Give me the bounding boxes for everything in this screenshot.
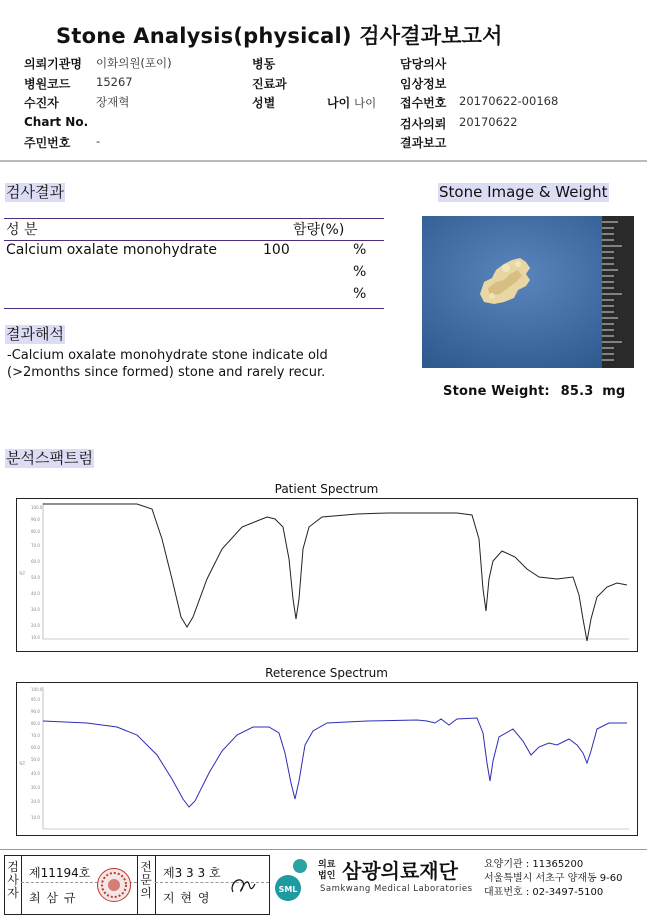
reference-spectrum-svg bbox=[17, 683, 637, 835]
header-value-request-date: 20170622 bbox=[459, 115, 518, 129]
svg-text:30.0: 30.0 bbox=[31, 607, 40, 612]
results-table-bottom-line bbox=[4, 308, 384, 309]
results-heading: 검사결과 bbox=[6, 183, 64, 201]
header-value-age: 나이 bbox=[354, 96, 377, 110]
header-value-hospital-code: 15267 bbox=[96, 75, 133, 89]
header-col2 bbox=[252, 55, 287, 115]
result-component-1: Calcium oxalate monohydrate bbox=[6, 242, 217, 258]
svg-text:20.0: 20.0 bbox=[31, 623, 40, 628]
patient-spectrum-plot bbox=[16, 498, 638, 652]
org-type-line-1: 의료 bbox=[318, 860, 336, 870]
patient-spectrum-svg bbox=[17, 499, 637, 651]
header-label-hospital-code: 병원코드 bbox=[24, 77, 71, 91]
org-info-phone: 대표번호 : 02-3497-5100 bbox=[484, 887, 604, 898]
svg-text:30.0: 30.0 bbox=[31, 785, 40, 790]
header-label-patient: 수진자 bbox=[24, 96, 59, 110]
header-value-resident-no: - bbox=[96, 134, 101, 148]
header-divider bbox=[0, 160, 647, 162]
header-label-department: 진료과 bbox=[252, 77, 287, 91]
stone-weight-value: 85.3 bbox=[560, 384, 594, 399]
examiner-name: 최 삼 규 bbox=[29, 891, 77, 905]
result-amount-1: 100 bbox=[263, 242, 290, 258]
interpretation-line-1: -Calcium oxalate monohydrate stone indicate old bbox=[7, 348, 328, 363]
stone-weight-label: Stone Weight: bbox=[443, 384, 550, 399]
interpretation-heading: 결과해석 bbox=[6, 325, 64, 343]
interpretation-line-2: (>2months since formed) stone and rarely recur. bbox=[7, 365, 326, 380]
org-type bbox=[318, 860, 335, 882]
org-info-address: 서울특별시 서초구 양재동 9-60 bbox=[484, 873, 623, 884]
reference-spectrum-title: Reterence Spectrum bbox=[265, 666, 388, 680]
svg-text:90.0: 90.0 bbox=[31, 517, 40, 522]
svg-text:20.0: 20.0 bbox=[31, 799, 40, 804]
stone-weight-unit: mg bbox=[602, 384, 626, 399]
header-col1 bbox=[24, 55, 172, 153]
header-label-clinical-info: 임상정보 bbox=[400, 77, 447, 91]
org-english-name: Samkwang Medical Laboratories bbox=[320, 884, 473, 894]
header-label-ward: 병동 bbox=[252, 57, 276, 71]
svg-text:80.0: 80.0 bbox=[31, 721, 40, 726]
svg-text:100.0: 100.0 bbox=[31, 687, 43, 692]
svg-text:80.0: 80.0 bbox=[31, 529, 40, 534]
header-label-receipt-no: 접수번호 bbox=[400, 96, 447, 110]
header-value-institution: 이화의원(포이) bbox=[96, 56, 172, 70]
stone-photo bbox=[422, 216, 634, 368]
result-unit-3: % bbox=[353, 286, 367, 302]
svg-text:95.0: 95.0 bbox=[31, 697, 40, 702]
svg-text:50.0: 50.0 bbox=[31, 757, 40, 762]
header-age bbox=[327, 94, 376, 111]
report-title: Stone Analysis(physical) 검사결과보고서 bbox=[56, 24, 503, 48]
org-info-code: 요양기관 : 11365200 bbox=[484, 859, 584, 870]
svg-text:%T: %T bbox=[19, 571, 26, 576]
interpretation-text bbox=[7, 347, 328, 381]
signature-box bbox=[4, 855, 270, 915]
org-name: 삼광의료재단 bbox=[342, 859, 458, 883]
footer-divider bbox=[0, 849, 647, 850]
spectrum-heading: 분석스팩트럼 bbox=[6, 449, 93, 467]
header-value-patient: 장재혁 bbox=[96, 95, 130, 109]
specialist-signature bbox=[227, 872, 261, 904]
header-label-resident-no: 주민번호 bbox=[24, 136, 71, 150]
org-type-line-2: 법인 bbox=[318, 871, 336, 881]
patient-spectrum-title: Patient Spectrum bbox=[274, 482, 379, 496]
examiner-label: 검사자 bbox=[7, 860, 19, 900]
header-label-age: 나이 bbox=[327, 96, 351, 110]
results-col-amount: 함량(%) bbox=[293, 222, 345, 238]
svg-text:%T: %T bbox=[19, 761, 26, 766]
stone-heading: Stone Image & Weight bbox=[439, 183, 608, 201]
svg-text:40.0: 40.0 bbox=[31, 591, 40, 596]
svg-text:100.0: 100.0 bbox=[31, 505, 43, 510]
svg-text:10.0: 10.0 bbox=[31, 635, 40, 640]
svg-text:10.0: 10.0 bbox=[31, 815, 40, 820]
svg-text:70.0: 70.0 bbox=[31, 733, 40, 738]
svg-text:60.0: 60.0 bbox=[31, 745, 40, 750]
result-unit-2: % bbox=[353, 264, 367, 280]
header-label-request-date: 검사의뢰 bbox=[400, 117, 447, 131]
header-value-receipt-no: 20170622-00168 bbox=[459, 94, 559, 108]
reference-spectrum-plot bbox=[16, 682, 638, 836]
header-label-chart-no: Chart No. bbox=[24, 115, 89, 129]
header-label-sex: 성별 bbox=[252, 96, 276, 110]
svg-text:40.0: 40.0 bbox=[31, 771, 40, 776]
specialist-name: 지 현 영 bbox=[163, 891, 211, 905]
header-label-institution: 의뢰기관명 bbox=[24, 57, 82, 71]
sml-logo-text: SML bbox=[278, 885, 298, 894]
examiner-license: 제11194호 bbox=[29, 866, 91, 880]
svg-text:50.0: 50.0 bbox=[31, 575, 40, 580]
stone-weight bbox=[443, 384, 625, 399]
sml-logo bbox=[270, 856, 316, 902]
svg-text:70.0: 70.0 bbox=[31, 543, 40, 548]
svg-text:60.0: 60.0 bbox=[31, 559, 40, 564]
result-unit-1: % bbox=[353, 242, 367, 258]
svg-text:90.0: 90.0 bbox=[31, 709, 40, 714]
examiner-seal bbox=[97, 868, 131, 902]
specialist-label: 전문의 bbox=[140, 860, 152, 900]
header-label-report-date: 결과보고 bbox=[400, 136, 447, 150]
specialist-license: 제3 3 3 호 bbox=[163, 866, 221, 880]
results-table-header-line bbox=[4, 240, 384, 241]
results-col-component: 성 분 bbox=[6, 222, 38, 238]
org-info bbox=[484, 858, 623, 900]
header-col3 bbox=[400, 55, 559, 153]
header-label-doctor: 담당의사 bbox=[400, 57, 447, 71]
